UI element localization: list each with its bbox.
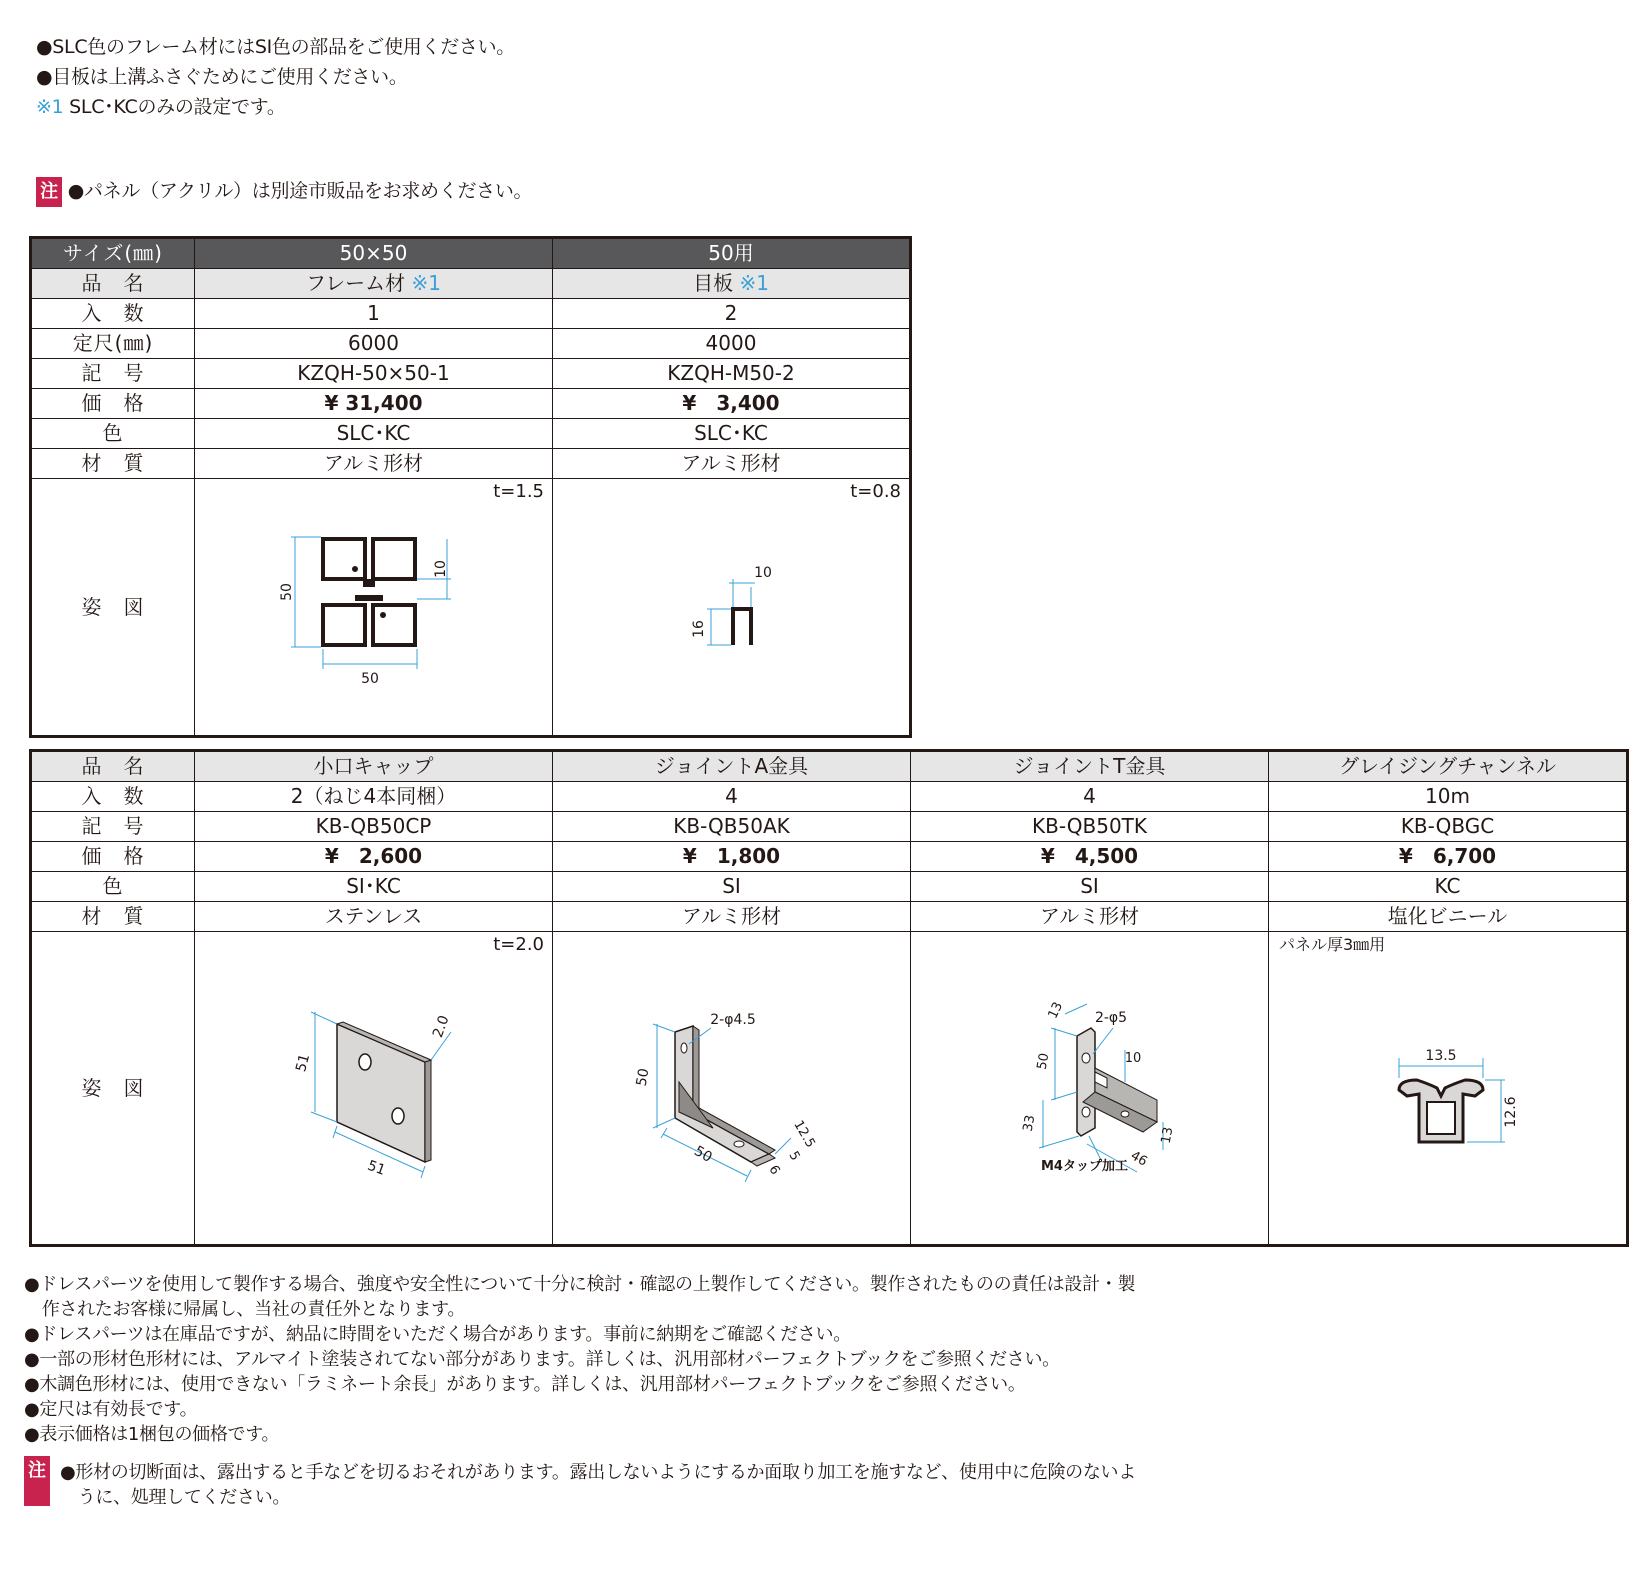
label-length: 定尺(㎜) (31, 329, 195, 359)
label-name: 品 名 (31, 751, 195, 782)
spec-table-parts (29, 749, 1629, 1247)
joint-a-price: ¥ 1,800 (553, 842, 911, 872)
cap-code: KB-QB50CP (195, 812, 553, 842)
channel-color: KC (1269, 872, 1628, 902)
cap-color: SI･KC (195, 872, 553, 902)
label-name: 品 名 (31, 269, 195, 299)
frame-dim-slot: 10 (433, 560, 449, 578)
joint-t-name: ジョイントT金具 (911, 751, 1269, 782)
label-color: 色 (31, 872, 195, 902)
joint-a-hole: 2-φ4.5 (710, 1012, 756, 1028)
cap-thickness: t=2.0 (493, 934, 544, 955)
channel-drawing (1269, 932, 1628, 1244)
frame-color: SLC･KC (195, 419, 553, 449)
meita-ref: ※1 (739, 271, 769, 295)
label-code: 記 号 (31, 359, 195, 389)
frame-ref: ※1 (411, 271, 442, 295)
cap-material: ステンレス (195, 902, 553, 932)
note-slc-parts: ●SLC色のフレーム材にはSI色の部品をご使用ください。 (36, 36, 515, 58)
joint-t-drawing (911, 932, 1269, 1244)
ref-mark: ※1 (36, 96, 64, 118)
frame-dim-w: 50 (361, 671, 379, 687)
bottom-note-3: ●一部の形材色形材には、アルマイト塗装されてない部分があります。詳しくは、汎用部材パーフェクトブックをご参照ください。 (24, 1349, 1060, 1370)
size-50x50: 50×50 (195, 238, 553, 269)
channel-price: ¥ 6,700 (1269, 842, 1628, 872)
cap-price: ¥ 2,600 (195, 842, 553, 872)
channel-dim-h: 12.6 (1503, 1096, 1519, 1128)
caution-panel (36, 176, 532, 207)
size-label: サイズ(㎜) (31, 238, 195, 269)
ref-text: SLC･KCのみの設定です。 (63, 96, 286, 118)
frame-dim-h: 50 (279, 583, 295, 601)
channel-code: KB-QBGC (1269, 812, 1628, 842)
joint-a-dim-h: 50 (633, 1067, 653, 1088)
joint-t-dim-c: 33 (1020, 1113, 1039, 1133)
channel-dim-w: 13.5 (1425, 1048, 1457, 1064)
joint-t-dim-b: 10 (1124, 1051, 1142, 1066)
joint-a-figure (553, 932, 911, 1246)
frame-figure (195, 479, 553, 737)
label-figure: 姿 図 (31, 479, 195, 737)
caution-cut-text-1: ●形材の切断面は、露出すると手などを切るおそれがあります。露出しないようにするか面取り加工を施すなど、使用中に危険のないよ (60, 1462, 1136, 1483)
joint-t-dim-d: 13 (1158, 1125, 1177, 1145)
bottom-note-1b: 作されたお客様に帰属し、当社の責任外となります。 (24, 1299, 466, 1320)
size-50: 50用 (553, 238, 911, 269)
frame-length: 6000 (195, 329, 553, 359)
joint-a-code: KB-QB50AK (553, 812, 911, 842)
frame-thickness: t=1.5 (493, 481, 544, 502)
bottom-note-4: ●木調色形材には、使用できない「ラミネート余長」があります。詳しくは、汎用部材パーフェクトブックをご参照ください。 (24, 1374, 1026, 1395)
meita-figure (553, 479, 911, 737)
caution-badge: 注 (24, 1456, 50, 1506)
joint-t-dim-e: 46 (1127, 1148, 1150, 1170)
joint-t-price: ¥ 4,500 (911, 842, 1269, 872)
cap-name: 小口キャップ (195, 751, 553, 782)
label-figure: 姿 図 (31, 932, 195, 1246)
meita-name (553, 269, 911, 299)
label-material: 材 質 (31, 449, 195, 479)
joint-a-dim-w: 50 (691, 1143, 715, 1166)
label-price: 価 格 (31, 842, 195, 872)
label-color: 色 (31, 419, 195, 449)
caution-cut-text-2: うに、処理してください。 (60, 1487, 291, 1508)
bottom-note-5: ●定尺は有効長です。 (24, 1399, 198, 1420)
joint-t-dim-h: 50 (1034, 1051, 1053, 1071)
meita-length: 4000 (553, 329, 911, 359)
joint-a-material: アルミ形材 (553, 902, 911, 932)
channel-panel-note: パネル厚3㎜用 (1279, 935, 1386, 954)
frame-name (195, 269, 553, 299)
note-meita-usage: ●目板は上溝ふさぐためにご使用ください。 (36, 66, 408, 88)
joint-t-qty: 4 (911, 782, 1269, 812)
caution-cut (24, 1456, 50, 1506)
label-price: 価 格 (31, 389, 195, 419)
joint-a-drawing (553, 932, 911, 1244)
joint-t-hole: 2-φ5 (1094, 1010, 1128, 1026)
channel-qty: 10m (1269, 782, 1628, 812)
bottom-note-2: ●ドレスパーツは在庫品ですが、納品に時間をいただく場合があります。事前に納期をご確認ください。 (24, 1324, 851, 1345)
caution-badge: 注 (36, 177, 62, 207)
frame-material: アルミ形材 (195, 449, 553, 479)
joint-t-dim-a: 13 (1045, 999, 1067, 1022)
label-material: 材 質 (31, 902, 195, 932)
channel-figure (1269, 932, 1628, 1246)
label-qty: 入 数 (31, 782, 195, 812)
meita-section-drawing (553, 479, 911, 735)
joint-a-dim-d: 12.5 (790, 1117, 818, 1151)
channel-material: 塩化ビニール (1269, 902, 1628, 932)
joint-t-figure (911, 932, 1269, 1246)
cap-dim-t: 2.0 (429, 1013, 453, 1040)
meita-color: SLC･KC (553, 419, 911, 449)
bottom-note-6: ●表示価格は1梱包の価格です。 (24, 1424, 280, 1445)
cap-drawing (195, 932, 553, 1244)
note-ref1 (36, 92, 286, 119)
frame-price: ¥ 31,400 (195, 389, 553, 419)
joint-t-code: KB-QB50TK (911, 812, 1269, 842)
meita-price: ¥ 3,400 (553, 389, 911, 419)
joint-a-name: ジョイントA金具 (553, 751, 911, 782)
joint-t-tap: M4タップ加工 (1041, 1159, 1128, 1174)
cap-dim-h: 51 (293, 1052, 314, 1074)
frame-code: KZQH-50×50-1 (195, 359, 553, 389)
joint-t-material: アルミ形材 (911, 902, 1269, 932)
spec-table-frame (29, 236, 912, 738)
label-code: 記 号 (31, 812, 195, 842)
joint-a-qty: 4 (553, 782, 911, 812)
meita-dim-w: 10 (754, 565, 772, 581)
meita-material: アルミ形材 (553, 449, 911, 479)
frame-qty: 1 (195, 299, 553, 329)
joint-a-color: SI (553, 872, 911, 902)
meita-thickness: t=0.8 (850, 481, 901, 502)
cap-figure (195, 932, 553, 1246)
meita-name-text: 目板 (693, 271, 734, 295)
joint-a-dim-f: 6 (765, 1162, 783, 1178)
caution-panel-text: ●パネル（アクリル）は別途市販品をお求めください。 (67, 180, 533, 202)
bottom-note-1: ●ドレスパーツを使用して製作する場合、強度や安全性について十分に検討・確認の上製作してください。製作されたものの責任は設計・製 (24, 1274, 1136, 1295)
meita-code: KZQH-M50-2 (553, 359, 911, 389)
frame-name-text: フレーム材 (305, 271, 406, 295)
cap-qty: 2（ねじ4本同梱） (195, 782, 553, 812)
cap-dim-w: 51 (365, 1157, 388, 1179)
channel-name: グレイジングチャンネル (1269, 751, 1628, 782)
joint-t-color: SI (911, 872, 1269, 902)
joint-a-dim-e: 5 (785, 1148, 803, 1164)
meita-dim-h: 16 (691, 620, 707, 638)
label-qty: 入 数 (31, 299, 195, 329)
meita-qty: 2 (553, 299, 911, 329)
frame-section-drawing (195, 479, 553, 735)
